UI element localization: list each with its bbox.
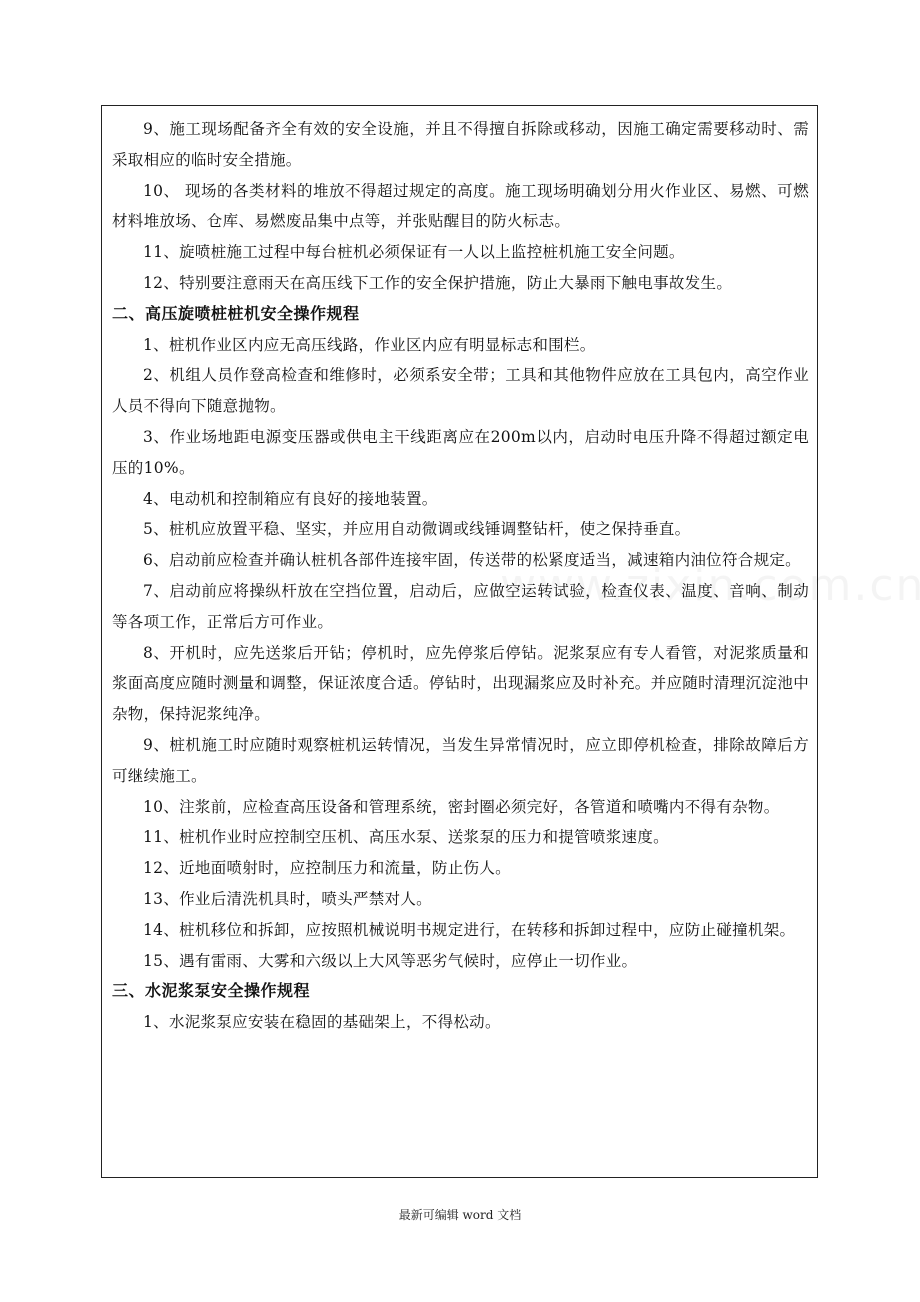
paragraph-rule-8: 8、开机时，应先送浆后开钻；停机时，应先停浆后停钻。泥浆泵应有专人看管，对泥浆质量和浆面高度应随时测量和调整，保证浓度合适。停钻时，出现漏浆应及时补充。并应随时清理沉淀池中杂物，保持泥浆纯净。 bbox=[112, 643, 809, 724]
paragraph-rule-2: 2、机组人员作登高检查和维修时，必须系安全带；工具和其他物件应放在工具包内，高空作业人员不得向下随意抛物。 bbox=[112, 366, 809, 416]
paragraph-rule-13: 13、作业后清洗机具时，喷头严禁对人。 bbox=[143, 889, 432, 908]
paragraph-rule-14: 14、桩机移位和拆卸，应按照机械说明书规定进行，在转移和拆卸过程中，应防止碰撞机架。 bbox=[143, 920, 796, 939]
section-heading-3: 三、水泥浆泵安全操作规程 bbox=[112, 981, 311, 1001]
paragraph-item-9-facilities: 9、施工现场配备齐全有效的安全设施，并且不得擅自拆除或移动，因施工确定需要移动时、需采取相应的临时安全措施。 bbox=[112, 120, 809, 169]
paragraph-rule-12: 12、近地面喷射时，应控制压力和流量，防止伤人。 bbox=[143, 859, 511, 878]
paragraph-rule-3: 3、作业场地距电源变压器或供电主干线距离应在200m以内，启动时电压升降不得超过额定电压的10%。 bbox=[112, 427, 809, 477]
paragraph-rule-5: 5、桩机应放置平稳、坚实，并应用自动微调或线锤调整钻杆，使之保持垂直。 bbox=[143, 520, 691, 539]
paragraph-rule-9: 9、桩机施工时应随时观察桩机运转情况，当发生异常情况时，应立即停机检查，排除故障后方可继续施工。 bbox=[112, 735, 809, 785]
paragraph-rule-6: 6、启动前应检查并确认桩机各部件连接牢固，传送带的松紧度适当，减速箱内油位符合规定。 bbox=[143, 551, 801, 570]
section-heading-2: 二、高压旋喷桩桩机安全操作规程 bbox=[112, 303, 360, 323]
paragraph-rule-10: 10、注浆前，应检查高压设备和管理系统，密封圈必须完好，各管道和喷嘴内不得有杂物。 bbox=[143, 797, 780, 816]
paragraph-rule-7: 7、启动前应将操纵杆放在空挡位置，启动后，应做空运转试验，检查仪表、温度、音响、制动等各项工作，正常后方可作业。 bbox=[112, 581, 809, 631]
paragraph-item-11-monitoring: 11、旋喷桩施工过程中每台桩机必须保证有一人以上监控桩机施工安全问题。 bbox=[143, 243, 685, 262]
page-footer: 最新可编辑 word 文档 bbox=[398, 1208, 522, 1222]
document-content-box bbox=[101, 105, 818, 1178]
paragraph-rule-11: 11、桩机作业时应控制空压机、高压水泵、送浆泵的压力和提管喷浆速度。 bbox=[143, 828, 669, 847]
paragraph-rule-1: 1、桩机作业区内应无高压线路，作业区内应有明显标志和围栏。 bbox=[143, 335, 596, 354]
paragraph-item-10-materials: 10、 现场的各类材料的堆放不得超过规定的高度。施工现场明确划分用火作业区、易燃、可燃材料堆放场、仓库、易燃废品集中点等，并张贴醒目的防火标志。 bbox=[112, 181, 809, 231]
paragraph-rule-15: 15、遇有雷雨、大雾和六级以上大风等恶劣气候时，应停止一切作业。 bbox=[143, 951, 638, 970]
paragraph-item-12-rain-safety: 12、特别要注意雨天在高压线下工作的安全保护措施，防止大暴雨下触电事故发生。 bbox=[143, 273, 733, 292]
paragraph-pump-rule-1: 1、水泥浆泵应安装在稳固的基础架上，不得松动。 bbox=[143, 1013, 501, 1032]
paragraph-rule-4: 4、电动机和控制箱应有良好的接地装置。 bbox=[143, 489, 438, 508]
